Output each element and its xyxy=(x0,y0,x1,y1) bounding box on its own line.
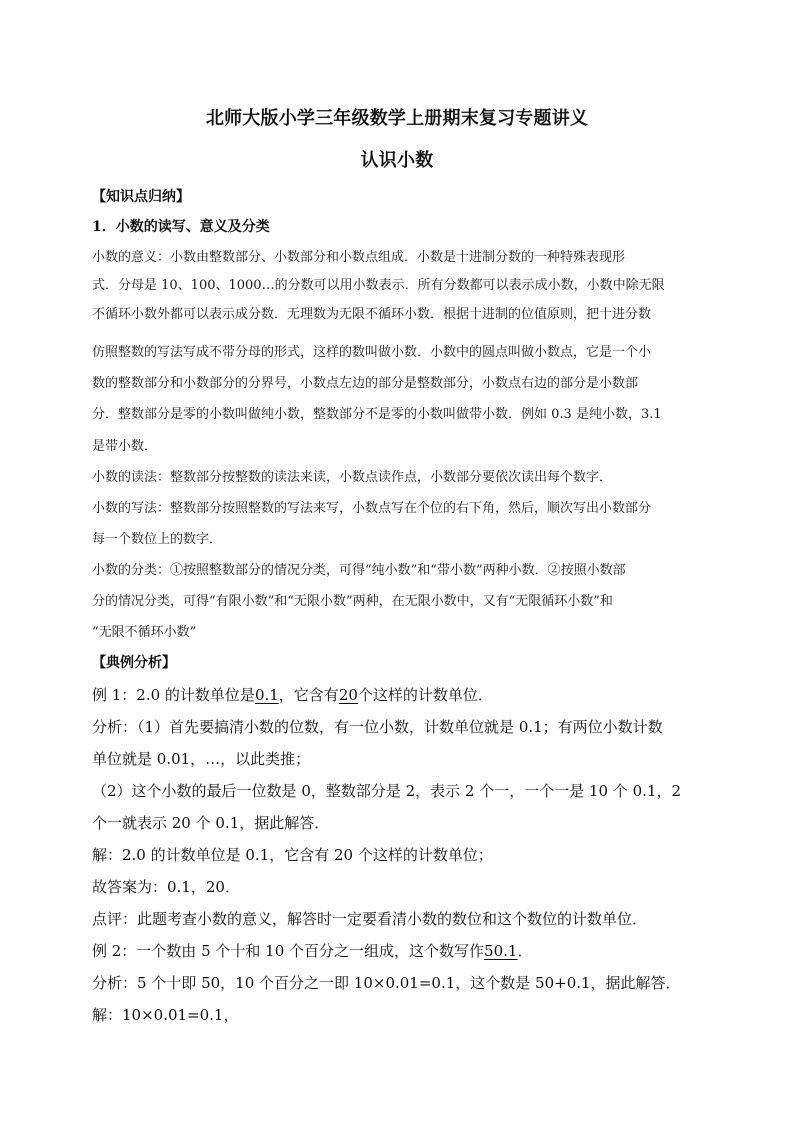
document-subtitle: 认识小数 xyxy=(360,150,434,171)
solution-line: 解：2.0 的计数单位是 0.1，它含有 20 个这样的计数单位； xyxy=(92,846,493,864)
answer-blank: 0.1 xyxy=(254,686,279,704)
paragraph-line: 每一个数位上的数字． xyxy=(92,532,223,547)
paragraph-line: 分．整数部分是零的小数叫做纯小数，整数部分不是零的小数叫做带小数．例如 0.3 是纯小数，3.1 xyxy=(92,407,662,422)
paragraph-line: 不循环小数外都可以表示成分数．无理数为无限不循环小数．根据十进制的位值原则，把十进分数 xyxy=(92,307,652,322)
answer-blank: 50.1 xyxy=(484,942,518,960)
example-2-text: ． xyxy=(517,942,533,960)
analysis-line: 分析：5 个十即 50，10 个百分之一即 10×0.01=0.1，这个数是 50+0.1，据此解答． xyxy=(92,974,681,992)
paragraph-line: 分的情况分类，可得“有限小数”和“无限小数”两种，在无限小数中，又有“无限循环小数”和 xyxy=(92,594,613,609)
paragraph-line: 小数的意义：小数由整数部分、小数部分和小数点组成．小数是十进制分数的一种特殊表现形 xyxy=(92,250,626,265)
answer-blank: 20 xyxy=(338,686,358,704)
example-2-text: 例 2：一个数由 5 个十和 10 个百分之一组成，这个数写作 xyxy=(92,942,485,960)
document-title: 北师大版小学三年级数学上册期末复习专题讲义 xyxy=(205,108,589,129)
analysis-line: 分析：（1）首先要搞清小数的位数，有一位小数，计数单位就是 0.1；有两位小数计数 xyxy=(92,718,663,736)
comment-line: 点评：此题考查小数的意义，解答时一定要看清小数的数位和这个数位的计数单位． xyxy=(92,910,648,928)
analysis-line: 单位就是 0.01，…，以此类推； xyxy=(92,750,311,768)
example-2-question xyxy=(92,940,532,961)
example-1-text: ，它含有 xyxy=(278,686,339,704)
analysis-line: 个一就表示 20 个 0.1，据此解答． xyxy=(92,814,330,832)
answer-line: 故答案为：0.1，20． xyxy=(92,878,240,896)
paragraph-line: 小数的读法：整数部分按整数的读法来读，小数点读作点，小数部分要依次读出每个数字． xyxy=(92,470,613,485)
solution-line: 解：10×0.01=0.1， xyxy=(92,1006,239,1024)
paragraph-line: 仿照整数的写法写成不带分母的形式，这样的数叫做小数．小数中的圆点叫做小数点，它是一个小 xyxy=(92,345,652,360)
paragraph-line: 数的整数部分和小数部分的分界号，小数点左边的部分是整数部分，小数点右边的部分是小数部 xyxy=(92,376,639,391)
paragraph-line: 是带小数． xyxy=(92,439,158,454)
knowledge-heading: 【知识点归纳】 xyxy=(92,189,190,205)
example-1-text: 例 1：2.0 的计数单位是 xyxy=(92,686,255,704)
examples-heading: 【典例分析】 xyxy=(92,655,176,671)
paragraph-line: “无限不循环小数” xyxy=(92,625,197,640)
topic-heading: 1．小数的读写、意义及分类 xyxy=(92,219,270,235)
paragraph-line: 式．分母是 10、100、1000…的分数可以用小数表示．所有分数都可以表示成小数，小数中除无限 xyxy=(92,278,665,293)
paragraph-line: 小数的分类：①按照整数部分的情况分类，可得“纯小数”和“带小数”两种小数．②按照小数部 xyxy=(92,563,626,578)
paragraph-line: 小数的写法：整数部分按照整数的写法来写，小数点写在个位的右下角，然后，顺次写出小数部分 xyxy=(92,501,652,516)
example-1-text: 个这样的计数单位． xyxy=(357,686,493,704)
example-1-question xyxy=(92,684,493,705)
analysis-line: （2）这个小数的最后一位数是 0，整数部分是 2，表示 2 个一，一个一是 10 个 0.1，2 xyxy=(92,782,682,800)
